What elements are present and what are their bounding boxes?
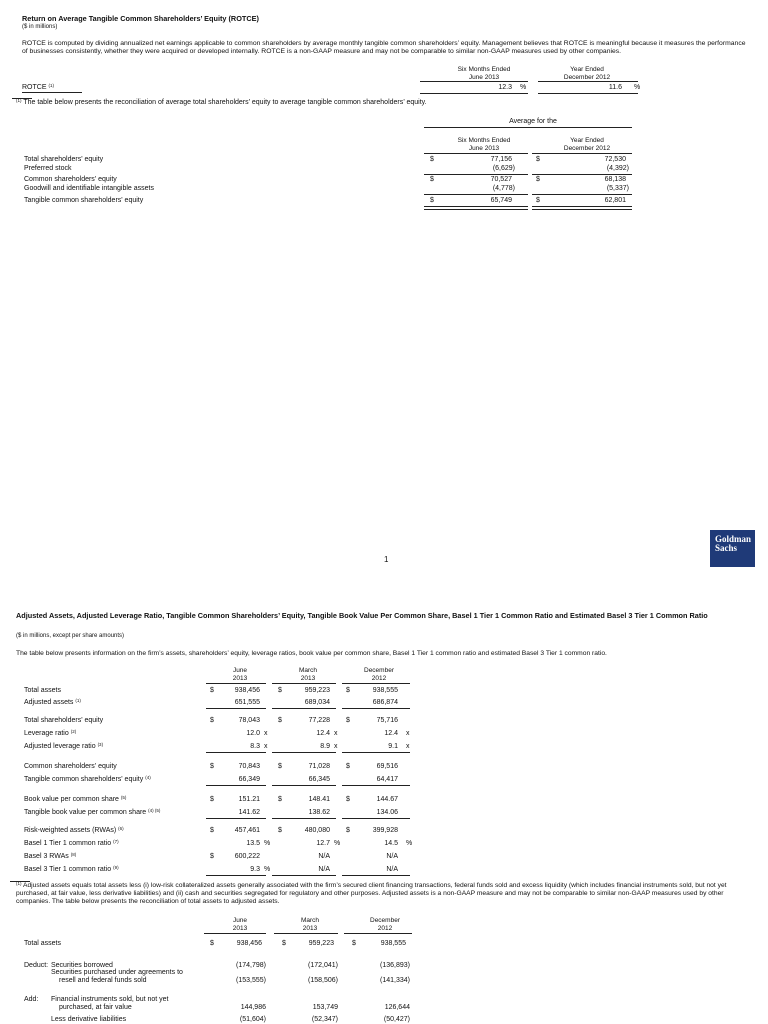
dollar-sign: $ <box>536 176 540 183</box>
recon-value: 72,530 <box>604 156 626 163</box>
page-number: 1 <box>384 555 389 564</box>
metric-value: 14.5 <box>384 840 398 847</box>
rule <box>204 933 266 934</box>
dollar-sign: $ <box>346 827 350 834</box>
metric-value: N/A <box>318 866 330 873</box>
rule <box>342 875 410 876</box>
add-item-label: Financial instruments sold, but not yet <box>51 996 169 1003</box>
recon-row-label: Preferred stock <box>24 165 72 172</box>
rule <box>538 81 638 82</box>
recon-value: (52,347) <box>311 1016 338 1023</box>
metric-value: 689,034 <box>304 699 330 706</box>
col-header-dec-2012: December 2012 <box>364 667 394 682</box>
metric-value: 651,555 <box>234 699 260 706</box>
recon-value: (50,427) <box>383 1016 410 1023</box>
metric-value: 64,417 <box>376 776 398 783</box>
rule <box>532 174 632 175</box>
unit-suffix: % <box>264 840 271 847</box>
rule <box>272 683 336 684</box>
rule <box>424 153 528 154</box>
recon-row-label: Total shareholders' equity <box>24 156 104 163</box>
dollar-sign: $ <box>278 717 282 724</box>
metric-value: 12.7 <box>316 840 330 847</box>
recon-value: (4,778) <box>492 185 515 192</box>
metric-label: Total shareholders' equity <box>24 717 104 724</box>
recon-col1-header: Six Months Ended June 2013 <box>457 137 511 152</box>
dollar-sign: $ <box>278 687 282 694</box>
dollar-sign: $ <box>278 796 282 803</box>
page2-footnote: $^{(1)}$ Adjusted assets equals total assets less (i) low-risk collateralized assets generally associated with the firm’s secured client financing transactions, federal funds sold and excess liquidity (which includes financial instruments sold, but not yet purchased, at fair value, less derivative liabilities) and (ii) cash and securities segregated for regulatory and other purposes. Adjusted assets is a non-GAAP measure and may not be comparable to similar non-GAAP measures used by other companies. The table below presents the reconciliation of total assets to adjusted assets. <box>16 881 727 905</box>
dollar-sign: $ <box>282 940 286 947</box>
rule <box>420 81 528 82</box>
add-item-label: Less derivative liabilities <box>51 1016 127 1023</box>
rule <box>206 752 266 753</box>
metric-label: Risk-weighted assets (RWAs) $^{(6)}$ <box>24 826 124 834</box>
dollar-sign: $ <box>352 940 356 947</box>
recon-value: (51,604) <box>239 1016 266 1023</box>
metric-value: N/A <box>386 853 398 860</box>
page2-intro: The table below presents information on the firm’s assets, shareholders’ equity, leverage ratios, book value per common share, Basel 1 Tier 1 common ratio and estimated Basel 3 Tier 1 common ratio. <box>16 650 607 657</box>
dollar-sign: $ <box>210 687 214 694</box>
metric-value: 8.3 <box>250 743 260 750</box>
metric-label: Tangible book value per common share $^{(4) (5)}$ <box>24 808 161 816</box>
metric-label: Book value per common share $^{(5)}$ <box>24 795 127 803</box>
recon-col2-header: Year Ended December 2012 <box>563 137 611 152</box>
recon-value: 959,223 <box>308 940 334 947</box>
rule <box>532 153 632 154</box>
metric-label: Total assets <box>24 687 61 694</box>
metric-value: 78,043 <box>238 717 260 724</box>
metric-value: 12.4 <box>384 730 398 737</box>
dollar-sign: $ <box>210 827 214 834</box>
dollar-sign: $ <box>346 763 350 770</box>
rule <box>272 785 336 786</box>
rule <box>420 93 528 94</box>
percent-sign: % <box>634 84 641 91</box>
rotce-col1-header: Six Months Ended June 2013 <box>457 66 511 81</box>
rule <box>206 785 266 786</box>
metric-value: 12.4 <box>316 730 330 737</box>
dollar-sign: $ <box>278 763 282 770</box>
recon-value: (6,629) <box>492 165 515 172</box>
rule <box>274 933 338 934</box>
deduct-item-label: Securities borrowed <box>51 962 113 969</box>
recon-value: (4,392) <box>606 165 629 172</box>
deduct-item-label: Securities purchased under agreements to <box>51 969 183 976</box>
rule <box>272 875 336 876</box>
rule <box>206 683 266 684</box>
recon-value: 70,527 <box>490 176 512 183</box>
rule <box>206 875 266 876</box>
metric-value: 75,716 <box>376 717 398 724</box>
metric-label: Common shareholders' equity <box>24 763 117 770</box>
rule <box>342 708 410 709</box>
metric-label: Adjusted assets $^{(1)}$ <box>24 698 81 706</box>
dollar-sign: $ <box>210 717 214 724</box>
recon-value: 68,138 <box>604 176 626 183</box>
metric-value: 71,028 <box>308 763 330 770</box>
deduct-item-label: resell and federal funds sold <box>59 977 147 984</box>
recon-col-header-june-2013: June 2013 <box>232 917 248 932</box>
recon-row-label: Common shareholders' equity <box>24 176 117 183</box>
metric-value: 959,223 <box>304 687 330 694</box>
rule <box>272 818 336 819</box>
rule <box>344 933 412 934</box>
percent-sign: % <box>520 84 527 91</box>
metric-label: Tangible common shareholders' equity $^{(4)}$ <box>24 775 151 783</box>
dollar-sign: $ <box>278 827 282 834</box>
recon-value: 153,749 <box>312 1004 338 1011</box>
recon-value: (158,506) <box>308 977 338 984</box>
metric-value: 151.21 <box>238 796 260 803</box>
metric-label: Basel 3 RWAs $^{(8)}$ <box>24 852 77 860</box>
page1-footnote: $^{(1)}$ The table below presents the reconciliation of average total shareholders’ equity to average tangible common shareholders’ equity. <box>16 98 427 106</box>
col-header-june-2013: June 2013 <box>232 667 248 682</box>
metric-label: Basel 1 Tier 1 common ratio $^{(7)}$ <box>24 839 119 847</box>
rule <box>206 708 266 709</box>
col-header-march-2013: March 2013 <box>298 667 318 682</box>
rule <box>532 194 632 195</box>
metric-value: 138.62 <box>308 809 330 816</box>
metric-value: 70,843 <box>238 763 260 770</box>
unit-suffix: % <box>334 840 341 847</box>
unit-suffix: x <box>264 730 268 737</box>
rotce-value-dec-2012: 11.6 <box>608 84 622 91</box>
metric-value: 399,928 <box>372 827 398 834</box>
dollar-sign: $ <box>210 763 214 770</box>
goldman-sachs-logo: Goldman Sachs <box>710 530 755 567</box>
rule <box>206 818 266 819</box>
recon-col-header-march-2013: March 2013 <box>300 917 320 932</box>
page2-title: Adjusted Assets, Adjusted Leverage Ratio, Tangible Common Shareholders’ Equity, Tangible Book Value Per Common Share, Basel 1 Tier 1 Common Ratio and Estimated Basel 3 Tier 1 Common Ratio <box>16 611 708 620</box>
page1-title: Return on Average Tangible Common Shareholders’ Equity (ROTCE) <box>22 14 259 23</box>
metric-value: 134.06 <box>376 809 398 816</box>
dollar-sign: $ <box>210 796 214 803</box>
rotce-value-june-2013: 12.3 <box>498 84 512 91</box>
double-rule <box>532 206 632 210</box>
add-item-label: purchased, at fair value <box>59 1004 132 1011</box>
dollar-sign: $ <box>210 853 214 860</box>
rotce-col2-header: Year Ended December 2012 <box>563 66 611 81</box>
unit-suffix: % <box>264 866 271 873</box>
recon-col-header-dec-2012: December 2012 <box>370 917 400 932</box>
recon-value: (153,555) <box>236 977 266 984</box>
metric-value: 8.9 <box>320 743 330 750</box>
metric-label: Adjusted leverage ratio $^{(3)}$ <box>24 742 104 750</box>
dollar-sign: $ <box>430 156 434 163</box>
rule <box>424 194 528 195</box>
page2-units: ($ in millions, except per share amounts) <box>16 633 125 639</box>
average-header: Average for the <box>509 118 557 125</box>
unit-suffix: x <box>406 730 410 737</box>
unit-suffix: x <box>406 743 410 750</box>
metric-value: 69,516 <box>376 763 398 770</box>
metric-value: 12.0 <box>246 730 260 737</box>
metric-value: 13.5 <box>246 840 260 847</box>
rule <box>424 174 528 175</box>
metric-value: 9.3 <box>250 866 260 873</box>
metric-value: 148.41 <box>308 796 330 803</box>
recon-value: (136,893) <box>380 962 410 969</box>
rule <box>342 752 410 753</box>
metric-value: 686,874 <box>372 699 398 706</box>
dollar-sign: $ <box>536 156 540 163</box>
rule <box>272 752 336 753</box>
recon-value: (141,334) <box>380 977 410 984</box>
metric-label: Basel 3 Tier 1 common ratio $^{(9)}$ <box>24 865 119 873</box>
metric-value: 938,456 <box>234 687 260 694</box>
rule <box>272 708 336 709</box>
unit-suffix: x <box>264 743 268 750</box>
add-label: Add: <box>24 996 39 1003</box>
recon-value: (174,798) <box>236 962 266 969</box>
unit-suffix: % <box>406 840 413 847</box>
recon-value: 65,749 <box>490 197 512 204</box>
rotce-row-label: ROTCE $^{(1)}$ <box>22 83 54 91</box>
metric-value: 141.62 <box>238 809 260 816</box>
metric-value: 938,555 <box>372 687 398 694</box>
dollar-sign: $ <box>346 717 350 724</box>
dollar-sign: $ <box>210 940 214 947</box>
rule <box>424 127 632 128</box>
dollar-sign: $ <box>430 197 434 204</box>
metric-value: N/A <box>318 853 330 860</box>
recon-row-label: Tangible common shareholders' equity <box>24 197 144 204</box>
recon-row-label: Goodwill and identifiable intangible assets <box>24 185 154 192</box>
deduct-label: Deduct: <box>24 962 49 969</box>
metric-value: 77,228 <box>308 717 330 724</box>
recon-value: (5,337) <box>606 185 629 192</box>
rule <box>342 785 410 786</box>
recon-value: 77,156 <box>490 156 512 163</box>
double-rule <box>424 206 528 210</box>
rule <box>342 818 410 819</box>
recon-value: 144,986 <box>240 1004 266 1011</box>
metric-value: 480,080 <box>304 827 330 834</box>
recon-value: 62,801 <box>604 197 626 204</box>
metric-value: N/A <box>386 866 398 873</box>
dollar-sign: $ <box>430 176 434 183</box>
rule <box>538 93 638 94</box>
metric-value: 66,349 <box>238 776 260 783</box>
rule <box>12 98 32 99</box>
page1-units: ($ in millions) <box>22 24 58 30</box>
metric-label: Leverage ratio $^{(2)}$ <box>24 729 77 737</box>
metric-value: 457,461 <box>234 827 260 834</box>
metric-value: 66,345 <box>308 776 330 783</box>
metric-value: 600,222 <box>234 853 260 860</box>
metric-value: 144.67 <box>376 796 398 803</box>
unit-suffix: x <box>334 730 338 737</box>
dollar-sign: $ <box>346 796 350 803</box>
recon-value: 938,456 <box>236 940 262 947</box>
recon-value: (172,041) <box>308 962 338 969</box>
dollar-sign: $ <box>346 687 350 694</box>
metric-value: 9.1 <box>388 743 398 750</box>
recon-value: 938,555 <box>380 940 406 947</box>
unit-suffix: x <box>334 743 338 750</box>
rule <box>22 92 82 93</box>
page1-intro: ROTCE is computed by dividing annualized net earnings applicable to common shareholders by average monthly tangible common shareholders’ equity. Management believes that ROTCE is meaningful because it measures the performance of businesses consistently, whether they were acquired or developed internally. ROTCE is a non-GAAP measure and may not be comparable to similar non-GAAP measures used by other companies. <box>22 40 746 55</box>
recon-value: 126,644 <box>384 1004 410 1011</box>
dollar-sign: $ <box>536 197 540 204</box>
recon-total-label: Total assets <box>24 940 61 947</box>
rule <box>342 683 410 684</box>
